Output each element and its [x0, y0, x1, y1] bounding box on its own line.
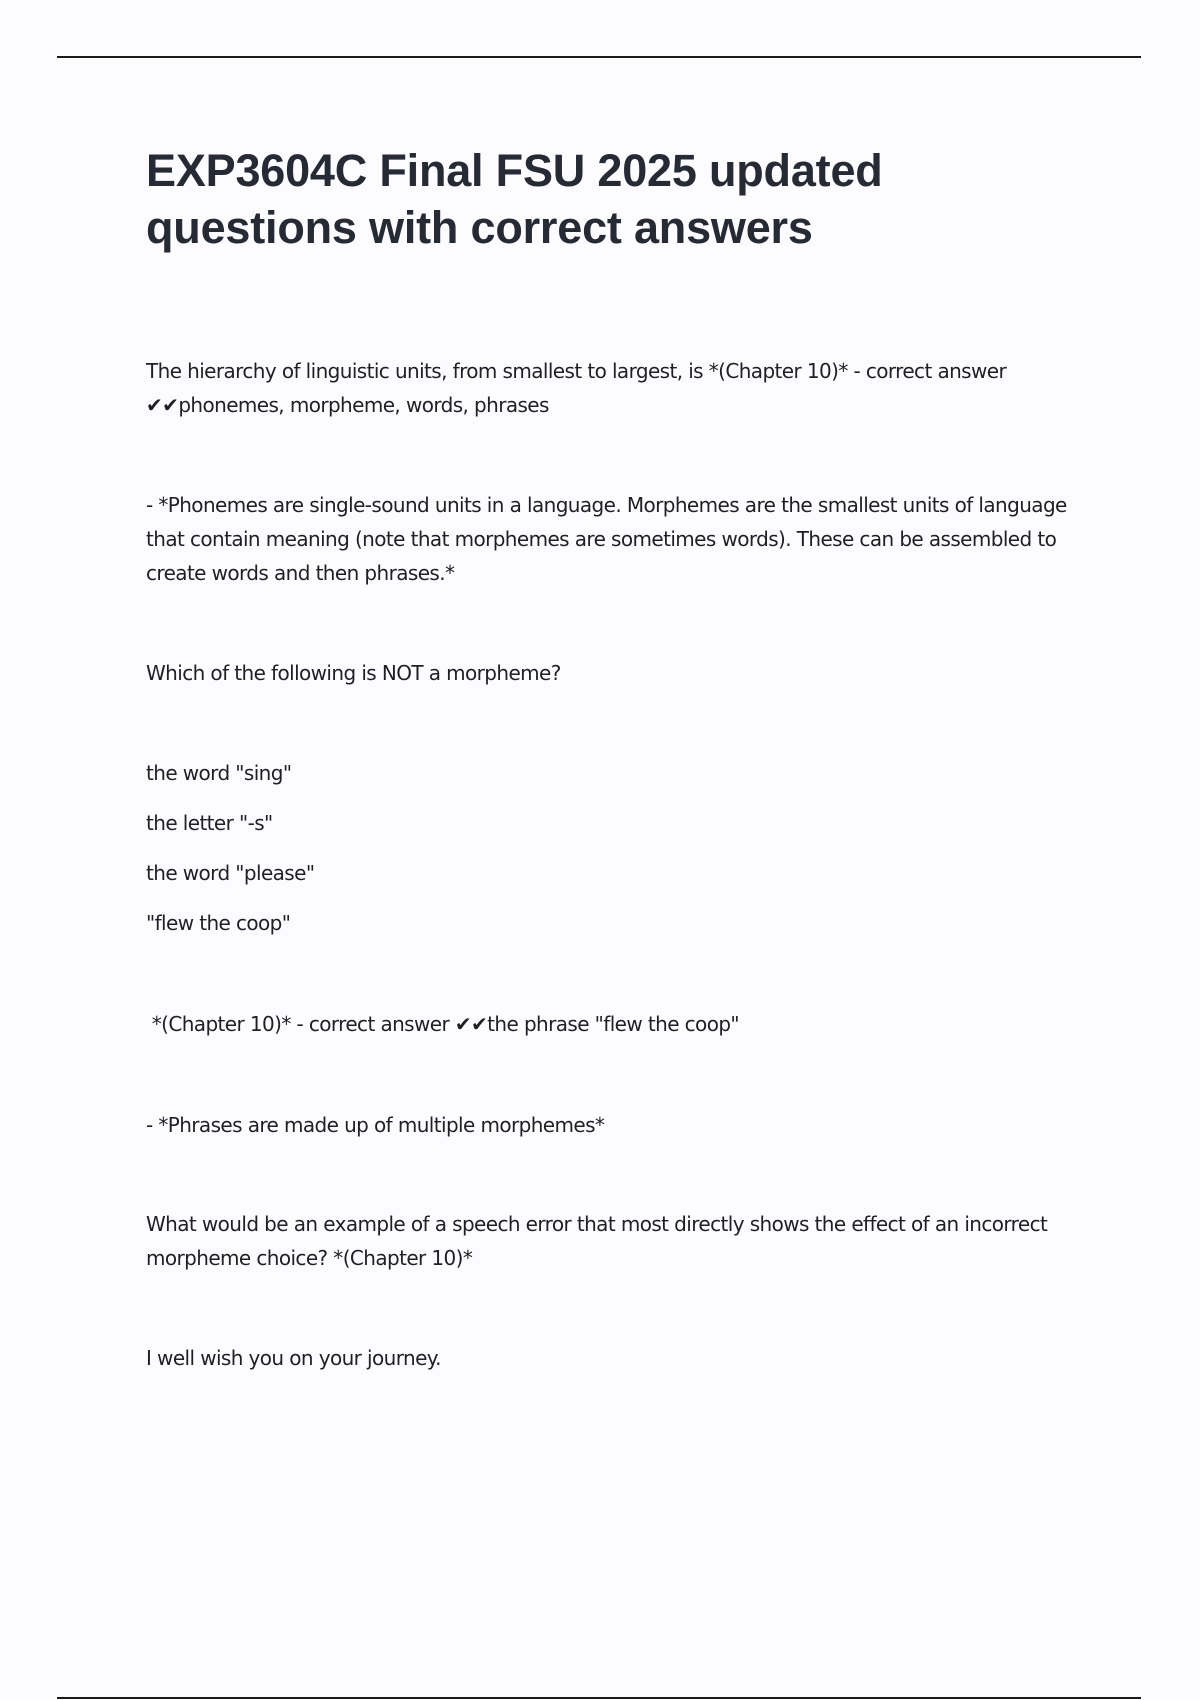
q2-option-3: the word "please" — [146, 861, 315, 885]
q3-question: What would be an example of a speech error that most directly shows the effect of an incorrect morpheme choice? *(Chapter 10)* — [146, 1212, 1048, 1270]
document-title: EXP3604C Final FSU 2025 updated questions with correct answers — [146, 145, 883, 253]
q2-option-2: the letter "-s" — [146, 811, 273, 835]
bottom-rule — [57, 1697, 1141, 1699]
q2-answer: *(Chapter 10)* - correct answer ✔✔the phrase "flew the coop" — [146, 1012, 740, 1036]
title-block — [146, 142, 1086, 256]
q2-option-1: the word "sing" — [146, 761, 292, 785]
q1-text: The hierarchy of linguistic units, from smallest to largest, is *(Chapter 10)* - correct answer ✔✔phonemes, morpheme, words, phrases — [146, 359, 1007, 417]
q3-option-1: I well wish you on your journey. — [146, 1346, 441, 1370]
q1-explanation: - *Phonemes are single-sound units in a language. Morphemes are the smallest units of language that contain meaning (note that morphemes are sometimes words). These can be assembled to create words and then phrases.* — [146, 493, 1067, 585]
top-rule — [57, 56, 1141, 58]
q2-option-4: "flew the coop" — [146, 911, 291, 935]
q2-question: Which of the following is NOT a morpheme? — [146, 661, 561, 685]
q2-explanation: - *Phrases are made up of multiple morphemes* — [146, 1113, 605, 1137]
